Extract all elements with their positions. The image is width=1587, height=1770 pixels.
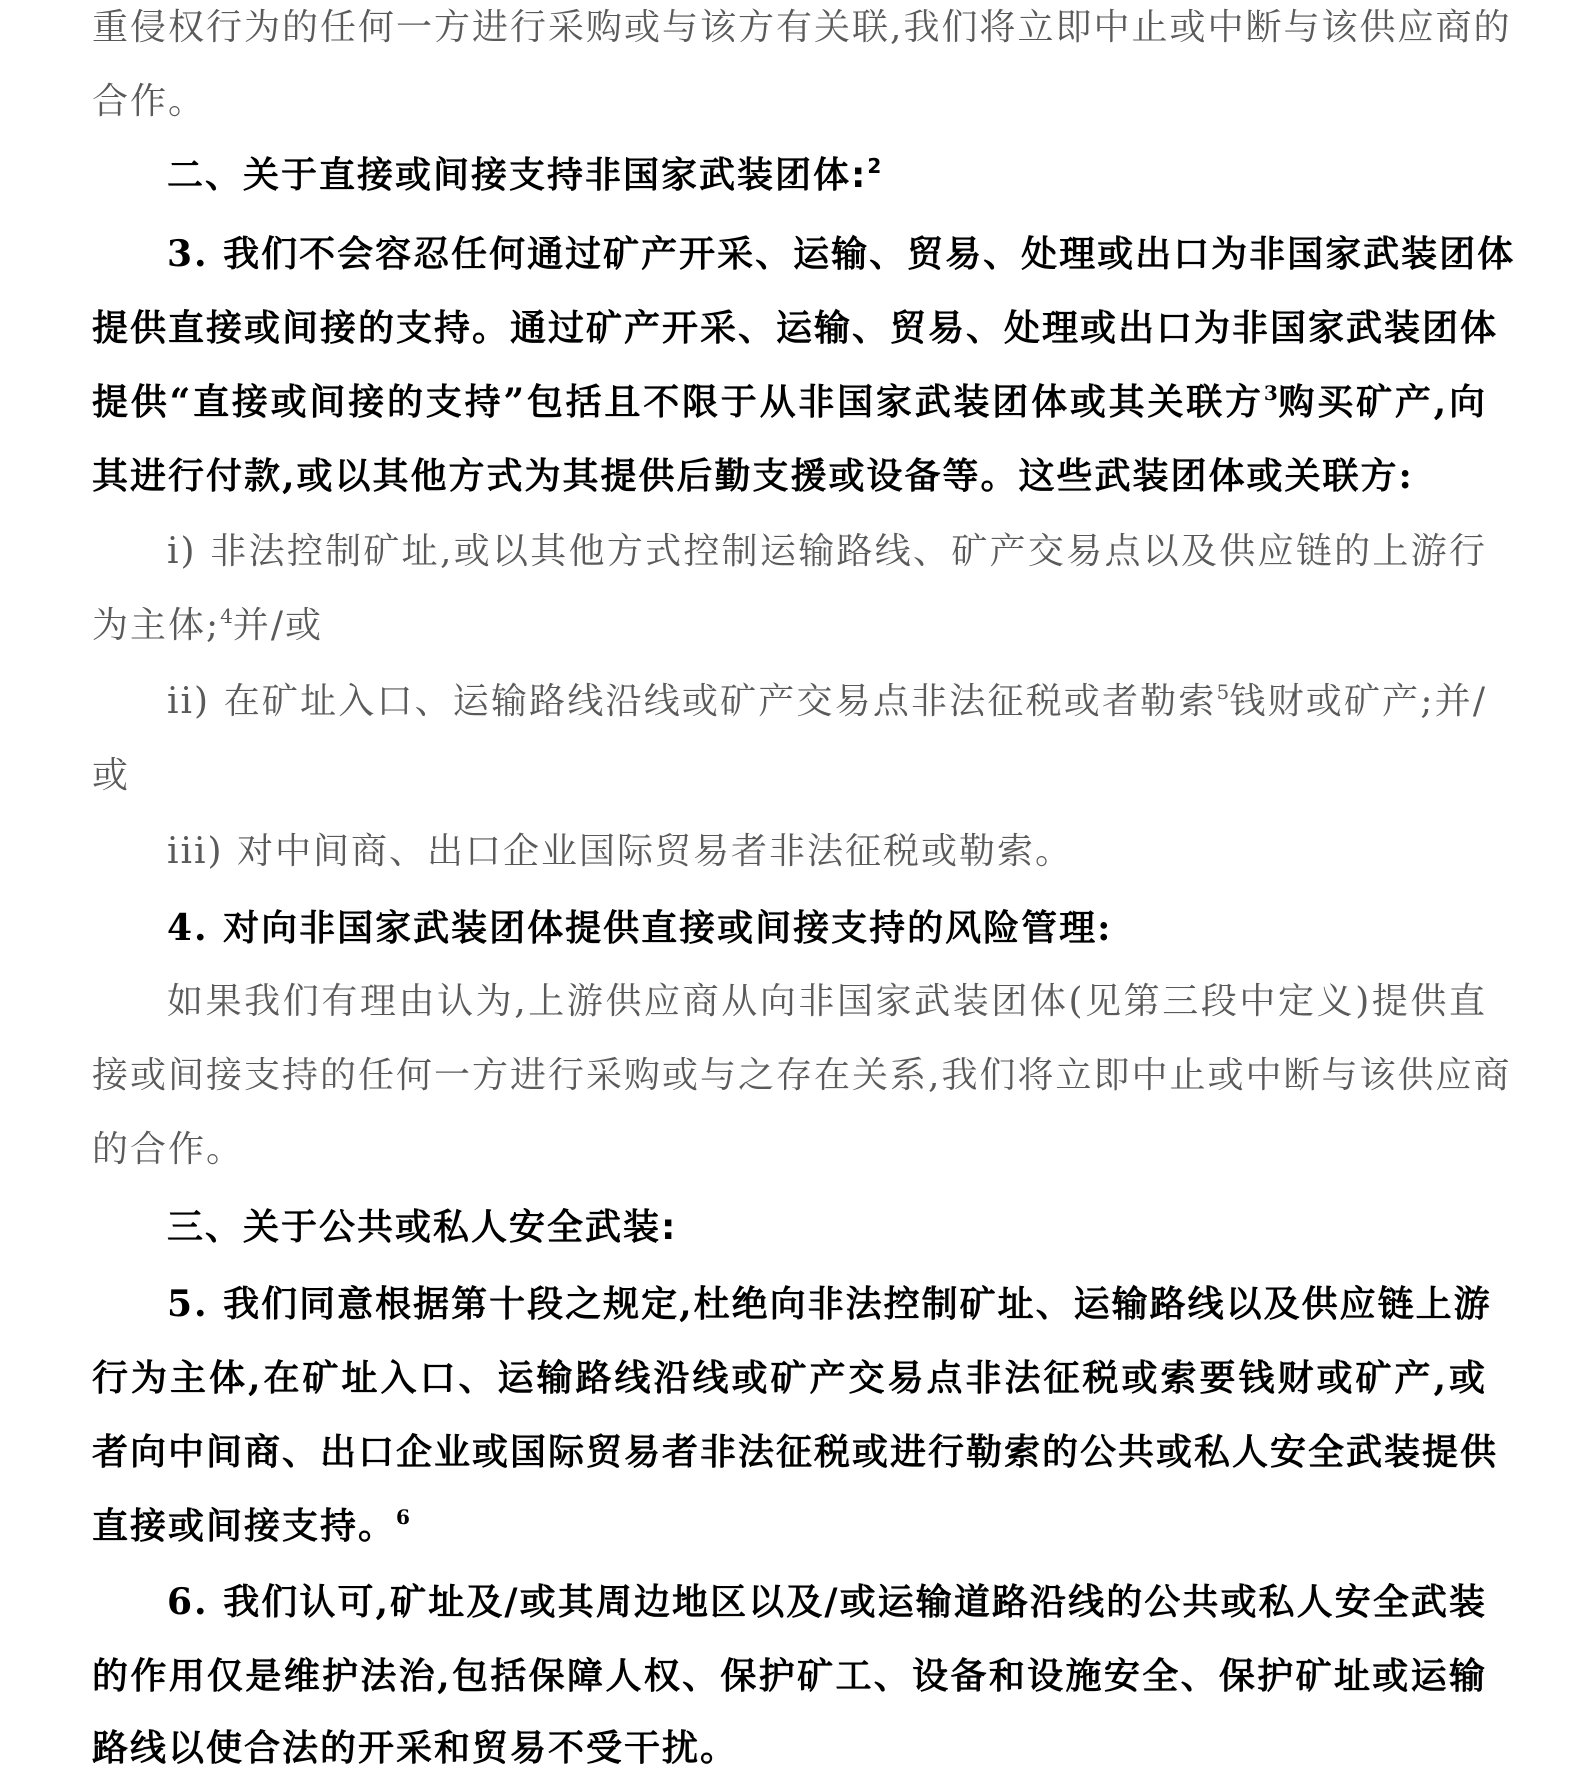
para-5-line-3: 者向中间商、出口企业或国际贸易者非法征税或进行勒索的公共或私人安全武装提供	[92, 1431, 1499, 1473]
item-i-line-2: 为主体;$^4$并/或	[92, 604, 324, 646]
para-3-line-1: 3. 我们不会容忍任何通过矿产开采、运输、贸易、处理或出口为非国家武装团体	[167, 233, 1516, 275]
para-3-line-2: 提供直接或间接的支持。通过矿产开采、运输、贸易、处理或出口为非国家武装团体	[92, 307, 1499, 349]
para-6-line-1: 6. 我们认可,矿址及/或其周边地区以及/或运输道路沿线的公共或私人安全武装	[167, 1581, 1487, 1623]
para-6-line-2: 的作用仅是维护法治,包括保障人权、保护矿工、设备和设施安全、保护矿址或运输	[92, 1655, 1487, 1697]
para-6-line-3: 路线以使合法的开采和贸易不受干扰。	[92, 1727, 739, 1769]
para-5-line-1: 5. 我们同意根据第十段之规定,杜绝向非法控制矿址、运输路线以及供应链上游	[167, 1283, 1492, 1325]
para-3-line-4: 其进行付款,或以其他方式为其提供后勤支援或设备等。这些武装团体或关联方:	[92, 455, 1414, 497]
item-ii-line-1: ii) 在矿址入口、运输路线沿线或矿产交易点非法征税或者勒索$^5$钱财或矿产;并/	[167, 680, 1487, 722]
footnote-ref-3: 3	[1263, 381, 1278, 405]
para-5-line-2: 行为主体,在矿址入口、运输路线沿线或矿产交易点非法征税或索要钱财或矿产,或	[92, 1357, 1487, 1399]
footnote-ref-6: 6	[396, 1505, 410, 1529]
para-3-line-3: 提供“直接或间接的支持”包括且不限于从非国家武装团体或其关联方$^3$购买矿产,向	[92, 381, 1487, 423]
footnote-ref-2: 2	[867, 154, 882, 178]
para-1-line-1: 重侵权行为的任何一方进行采购或与该方有关联,我们将立即中止或中断与该供应商的	[92, 7, 1512, 48]
item-i-line-1: i) 非法控制矿址,或以其他方式控制运输路线、矿产交易点以及供应链的上游行	[167, 531, 1487, 572]
footnote-ref-4: 4	[220, 604, 233, 628]
section-3-heading: 三、关于公共或私人安全武装:	[167, 1207, 678, 1248]
para-5-line-4: 直接或间接支持。$^6$	[92, 1505, 410, 1547]
item-iii-line-1: iii) 对中间商、出口企业国际贸易者非法征税或勒索。	[167, 831, 1074, 872]
section-2-heading: 二、关于直接或间接支持非国家武装团体:$^2$	[167, 154, 882, 196]
para-4-line-2: 接或间接支持的任何一方进行采购或与之存在关系,我们将立即中止或中断与该供应商	[92, 1055, 1512, 1096]
para-4-line-3: 的合作。	[92, 1129, 245, 1170]
para-4-line-1: 如果我们有理由认为,上游供应商从向非国家武装团体(见第三段中定义)提供直	[167, 981, 1487, 1022]
footnote-ref-5: 5	[1216, 680, 1230, 704]
para-1-line-2: 合作。	[92, 81, 207, 122]
para-4-heading: 4. 对向非国家武装团体提供直接或间接支持的风险管理:	[167, 907, 1113, 949]
item-ii-line-2: 或	[92, 755, 131, 796]
